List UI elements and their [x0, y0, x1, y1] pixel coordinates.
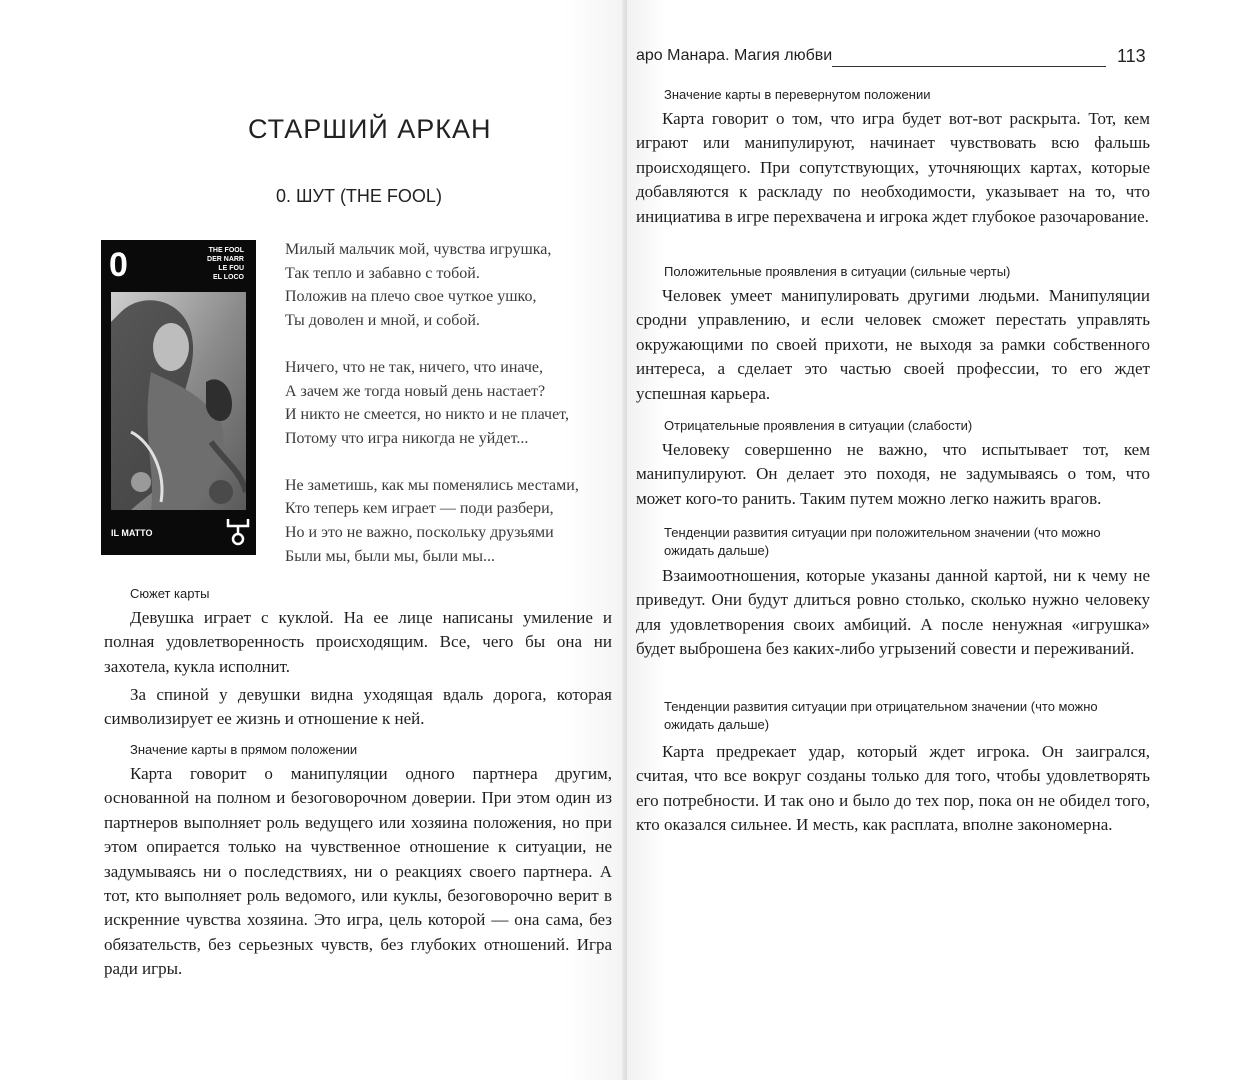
poem-stanza [285, 238, 605, 333]
strengths-paragraph: Человек умеет манипулировать другими людьми. Манипуляции сродни управлению, и если человек сможет перестать управлять окружающими по своей прихоти, не выходя за рамки собственного интереса, а сделает это частью своей профессии, то его ждет успешная карьера. [636, 286, 1150, 403]
plot-paragraph-1: Девушка играет с куклой. На ее лице написаны умиление и полная удовлетворенность происходящим. Все, чего бы она ни захотела, кукла исполнит. [104, 608, 612, 676]
plot-paragraph-2: За спиной у девушки видна уходящая вдаль дорога, которая символизирует ее жизнь и отношение к ней. [104, 685, 612, 729]
card-heading: 0. ШУТ (THE FOOL) [276, 186, 442, 206]
poem-stanza [285, 356, 605, 451]
poem-line: Были мы, были мы, были мы... [285, 547, 495, 565]
poem-line: Кто теперь кем играет — поди разбери, [285, 500, 554, 518]
poem-line: Потому что игра никогда не уйдет... [285, 429, 529, 447]
poem-line: А зачем же тогда новый день настает? [285, 382, 546, 400]
card-names [194, 246, 244, 282]
weaknesses-paragraph: Человеку совершенно не важно, что испытывает тот, кем манипулируют. Он делает это походя, не задумываясь о том, что может кого-то ранить. Таким путем можно легко нажить врагов. [636, 440, 1150, 508]
section-title: СТАРШИЙ АРКАН [248, 114, 492, 144]
running-head: аро Манара. Магия любви [636, 47, 833, 64]
poem-line: Не заметишь, как мы поменялись местами, [285, 476, 579, 494]
card-name-es: EL LOCO [213, 274, 244, 281]
card-name-de: DER NARR [207, 256, 244, 263]
positive-trend-paragraph: Взаимоотношения, которые указаны данной картой, ни к чему не приведут. Они будут длиться ровно столько, сколько нужно человеку для удовлетворения своих амбиций. А после ненужная «игрушка» будет выброшена без каких-либо угрызений совести и переживаний. [636, 566, 1150, 659]
negative-trend-paragraph: Карта предрекает удар, который ждет игрока. Он заигрался, считая, что все вокруг созданы только для того, чтобы удовлетворять его потребности. И так оно и было до тех пор, пока он не обидел того, кто оказался сильнее. И месть, как расплата, вполне закономерна. [636, 742, 1150, 835]
weaknesses-heading: Отрицательные проявления в ситуации (слабости) [664, 418, 973, 433]
poem-line: Ты доволен и мной, и собой. [285, 312, 480, 330]
card-label: IL MATTO [111, 528, 153, 538]
header-rule [832, 66, 1106, 67]
negative-trend-heading: Тенденции развития ситуации при отрицательном значении (что можно ожидать дальше) [664, 699, 1098, 732]
card-number: 0 [109, 246, 128, 284]
strengths-heading: Положительные проявления в ситуации (сильные черты) [664, 264, 1011, 279]
poem-line: Милый мальчик мой, чувства игрушка, [285, 241, 552, 258]
poem-line: Ничего, что не так, ничего, что иначе, [285, 358, 543, 376]
alchemical-symbol-icon [225, 516, 251, 546]
upright-heading: Значение карты в прямом положении [130, 742, 358, 757]
tarot-card-image [101, 240, 256, 555]
card-name-fr: LE FOU [218, 265, 244, 272]
plot-heading: Сюжет карты [130, 586, 210, 601]
poem-line: И никто не смеется, но никто и не плачет, [285, 406, 569, 424]
card-illustration [111, 292, 246, 510]
page-number: 113 [1117, 46, 1146, 66]
upright-paragraph: Карта говорит о манипуляции одного партнера другим, основанной на полном и безоговорочном доверии. При этом один из партнеров выполняет роль ведущего или хозяина положения, но при этом опирается только на чувственное отношение к ситуации, не задумываясь ни о последствиях, ни о реакциях своего партнера. А тот, кто выполняет роль ведомого, или куклы, безоговорочно верит в искренние чувства хозяина. Это игра, цель которой — она сама, без обязательств, без серьезных чувств, без глубоких отношений. Игра ради игры. [104, 764, 612, 979]
card-name-en: THE FOOL [208, 247, 244, 254]
reversed-paragraph: Карта говорит о том, что игра будет вот-вот раскрыта. Тот, кем играют или манипулируют, начинает чувствовать всю фальшь происходящего. При сопутствующих, уточняющих картах, которые добавляются к раскладу по необходимости, указывает на то, что инициатива в игре перехвачена и игрока ждет глубокое разочарование. [636, 109, 1150, 226]
positive-trend-heading: Тенденции развития ситуации при положительном значении (что можно ожидать дальше) [664, 525, 1101, 558]
reversed-heading: Значение карты в перевернутом положении [664, 87, 931, 102]
poem-line: Так тепло и забавно с тобой. [285, 264, 480, 282]
poem [285, 238, 605, 591]
poem-line: Положив на плечо свое чуткое ушко, [285, 288, 537, 306]
poem-stanza [285, 474, 605, 569]
poem-line: Но и это не важно, поскольку друзьями [285, 524, 554, 542]
